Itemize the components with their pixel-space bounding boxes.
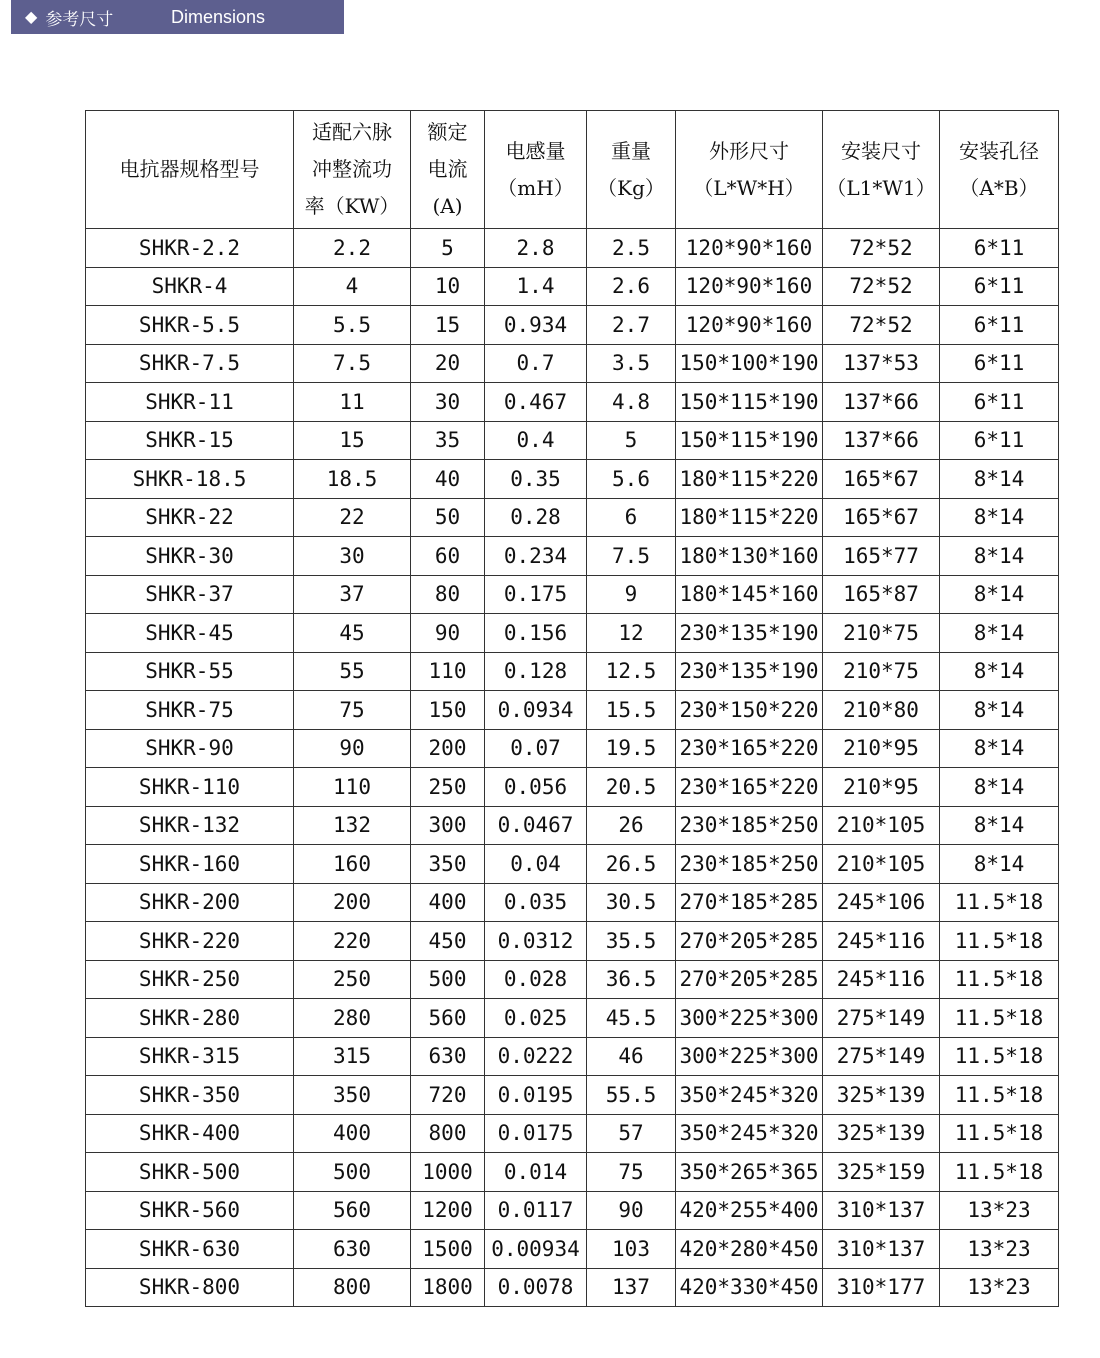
cell-outline-size: 180*115*220 (676, 498, 823, 537)
cell-mounting-size: 165*77 (823, 537, 940, 576)
cell-mounting-size: 210*80 (823, 691, 940, 730)
cell-inductance: 0.0175 (485, 1114, 587, 1153)
cell-inductance: 0.35 (485, 460, 587, 499)
cell-outline-size: 150*115*190 (676, 383, 823, 422)
cell-model: SHKR-15 (86, 421, 294, 460)
table-row (86, 1191, 1059, 1230)
cell-rated-current: 30 (411, 383, 485, 422)
cell-rectifier-power: 110 (294, 768, 411, 807)
cell-rated-current: 90 (411, 614, 485, 653)
cell-mounting-hole: 8*14 (940, 652, 1059, 691)
cell-rectifier-power: 5.5 (294, 306, 411, 345)
cell-outline-size: 420*330*450 (676, 1268, 823, 1307)
cell-rated-current: 400 (411, 883, 485, 922)
cell-rectifier-power: 90 (294, 729, 411, 768)
cell-rated-current: 250 (411, 768, 485, 807)
cell-outline-size: 120*90*160 (676, 306, 823, 345)
table-row (86, 229, 1059, 268)
cell-inductance: 0.056 (485, 768, 587, 807)
banner-title-en: Dimensions (171, 7, 266, 27)
cell-outline-size: 350*265*365 (676, 1153, 823, 1192)
cell-mounting-hole: 8*14 (940, 806, 1059, 845)
cell-weight: 57 (587, 1114, 676, 1153)
header-line: 电流 (427, 157, 468, 181)
cell-model: SHKR-11 (86, 383, 294, 422)
cell-mounting-size: 210*95 (823, 768, 940, 807)
cell-rectifier-power: 55 (294, 652, 411, 691)
cell-mounting-size: 245*116 (823, 922, 940, 961)
cell-weight: 45.5 (587, 999, 676, 1038)
table-row (86, 344, 1059, 383)
cell-rectifier-power: 630 (294, 1230, 411, 1269)
cell-outline-size: 230*165*220 (676, 729, 823, 768)
table-row (86, 421, 1059, 460)
cell-weight: 7.5 (587, 537, 676, 576)
cell-rated-current: 80 (411, 575, 485, 614)
cell-mounting-size: 72*52 (823, 306, 940, 345)
cell-rectifier-power: 18.5 (294, 460, 411, 499)
table-row (86, 729, 1059, 768)
table-row (86, 614, 1059, 653)
cell-mounting-size: 245*116 (823, 960, 940, 999)
cell-weight: 9 (587, 575, 676, 614)
cell-model: SHKR-90 (86, 729, 294, 768)
cell-rectifier-power: 220 (294, 922, 411, 961)
cell-rated-current: 5 (411, 229, 485, 268)
cell-model: SHKR-280 (86, 999, 294, 1038)
cell-rated-current: 110 (411, 652, 485, 691)
table-row (86, 883, 1059, 922)
cell-mounting-hole: 6*11 (940, 306, 1059, 345)
cell-inductance: 0.0078 (485, 1268, 587, 1307)
table-row (86, 845, 1059, 884)
cell-model: SHKR-37 (86, 575, 294, 614)
cell-rated-current: 20 (411, 344, 485, 383)
cell-model: SHKR-160 (86, 845, 294, 884)
cell-mounting-hole: 8*14 (940, 845, 1059, 884)
cell-inductance: 0.07 (485, 729, 587, 768)
cell-mounting-hole: 11.5*18 (940, 1076, 1059, 1115)
cell-outline-size: 230*185*250 (676, 845, 823, 884)
cell-inductance: 0.00934 (485, 1230, 587, 1269)
section-banner (11, 0, 344, 34)
cell-outline-size: 120*90*160 (676, 229, 823, 268)
header-mounting-size (823, 111, 940, 229)
cell-mounting-hole: 11.5*18 (940, 1114, 1059, 1153)
cell-inductance: 0.028 (485, 960, 587, 999)
cell-mounting-hole: 6*11 (940, 344, 1059, 383)
cell-mounting-hole: 8*14 (940, 575, 1059, 614)
cell-rectifier-power: 22 (294, 498, 411, 537)
cell-outline-size: 300*225*300 (676, 1037, 823, 1076)
table-row (86, 306, 1059, 345)
header-model (86, 111, 294, 229)
cell-mounting-hole: 8*14 (940, 537, 1059, 576)
cell-outline-size: 230*150*220 (676, 691, 823, 730)
cell-rated-current: 560 (411, 999, 485, 1038)
cell-model: SHKR-30 (86, 537, 294, 576)
cell-weight: 19.5 (587, 729, 676, 768)
cell-model: SHKR-18.5 (86, 460, 294, 499)
header-rectifier-power (294, 111, 411, 229)
cell-rated-current: 10 (411, 267, 485, 306)
header-line: 安装孔径 (959, 138, 1039, 163)
cell-rated-current: 15 (411, 306, 485, 345)
cell-inductance: 0.175 (485, 575, 587, 614)
cell-rated-current: 450 (411, 922, 485, 961)
cell-mounting-size: 310*137 (823, 1191, 940, 1230)
cell-outline-size: 180*115*220 (676, 460, 823, 499)
cell-outline-size: 180*130*160 (676, 537, 823, 576)
table-row (86, 806, 1059, 845)
cell-model: SHKR-250 (86, 960, 294, 999)
cell-weight: 15.5 (587, 691, 676, 730)
cell-weight: 26.5 (587, 845, 676, 884)
table-row (86, 691, 1059, 730)
header-line: （mH） (497, 175, 574, 200)
header-line: 率（KW） (304, 194, 400, 218)
cell-mounting-size: 310*177 (823, 1268, 940, 1307)
cell-weight: 6 (587, 498, 676, 537)
cell-inductance: 1.4 (485, 267, 587, 306)
cell-weight: 12 (587, 614, 676, 653)
cell-rated-current: 1200 (411, 1191, 485, 1230)
cell-rectifier-power: 4 (294, 267, 411, 306)
header-line: 冲整流功 (312, 157, 392, 181)
cell-rectifier-power: 30 (294, 537, 411, 576)
cell-rectifier-power: 200 (294, 883, 411, 922)
header-outline-size (676, 111, 823, 229)
cell-model: SHKR-800 (86, 1268, 294, 1307)
cell-rectifier-power: 560 (294, 1191, 411, 1230)
cell-model: SHKR-220 (86, 922, 294, 961)
cell-rectifier-power: 37 (294, 575, 411, 614)
cell-rated-current: 35 (411, 421, 485, 460)
cell-rectifier-power: 280 (294, 999, 411, 1038)
cell-outline-size: 230*135*190 (676, 652, 823, 691)
cell-rectifier-power: 350 (294, 1076, 411, 1115)
cell-weight: 20.5 (587, 768, 676, 807)
cell-rated-current: 1500 (411, 1230, 485, 1269)
cell-weight: 46 (587, 1037, 676, 1076)
cell-mounting-hole: 11.5*18 (940, 999, 1059, 1038)
cell-rated-current: 720 (411, 1076, 485, 1115)
cell-model: SHKR-75 (86, 691, 294, 730)
cell-model: SHKR-315 (86, 1037, 294, 1076)
cell-rectifier-power: 7.5 (294, 344, 411, 383)
cell-weight: 36.5 (587, 960, 676, 999)
table-row (86, 575, 1059, 614)
cell-outline-size: 300*225*300 (676, 999, 823, 1038)
cell-mounting-size: 325*139 (823, 1114, 940, 1153)
cell-mounting-size: 137*66 (823, 383, 940, 422)
cell-inductance: 0.7 (485, 344, 587, 383)
cell-weight: 35.5 (587, 922, 676, 961)
cell-mounting-size: 72*52 (823, 229, 940, 268)
cell-rated-current: 60 (411, 537, 485, 576)
cell-outline-size: 230*165*220 (676, 768, 823, 807)
cell-mounting-size: 210*95 (823, 729, 940, 768)
header-line: (A) (432, 194, 463, 218)
cell-inductance: 0.014 (485, 1153, 587, 1192)
cell-mounting-size: 275*149 (823, 999, 940, 1038)
table-row (86, 999, 1059, 1038)
cell-outline-size: 230*185*250 (676, 806, 823, 845)
cell-rated-current: 50 (411, 498, 485, 537)
cell-mounting-hole: 6*11 (940, 383, 1059, 422)
cell-model: SHKR-45 (86, 614, 294, 653)
table-row (86, 768, 1059, 807)
cell-rectifier-power: 315 (294, 1037, 411, 1076)
cell-model: SHKR-55 (86, 652, 294, 691)
cell-model: SHKR-110 (86, 768, 294, 807)
banner-title-cn: 参考尺寸 (45, 9, 114, 30)
table-row (86, 537, 1059, 576)
cell-rated-current: 1800 (411, 1268, 485, 1307)
table-row (86, 383, 1059, 422)
cell-outline-size: 150*115*190 (676, 421, 823, 460)
cell-outline-size: 420*255*400 (676, 1191, 823, 1230)
cell-inductance: 0.0117 (485, 1191, 587, 1230)
cell-model: SHKR-350 (86, 1076, 294, 1115)
cell-outline-size: 230*135*190 (676, 614, 823, 653)
cell-mounting-hole: 11.5*18 (940, 1037, 1059, 1076)
header-line: 安装尺寸 (841, 138, 921, 163)
cell-model: SHKR-630 (86, 1230, 294, 1269)
cell-inductance: 0.156 (485, 614, 587, 653)
cell-mounting-size: 325*159 (823, 1153, 940, 1192)
cell-mounting-hole: 8*14 (940, 498, 1059, 537)
header-line: （A*B） (959, 175, 1039, 200)
header-weight (587, 111, 676, 229)
cell-model: SHKR-2.2 (86, 229, 294, 268)
cell-rectifier-power: 75 (294, 691, 411, 730)
cell-inductance: 0.04 (485, 845, 587, 884)
header-line: 额定 (427, 120, 468, 144)
cell-model: SHKR-500 (86, 1153, 294, 1192)
cell-model: SHKR-560 (86, 1191, 294, 1230)
cell-weight: 2.5 (587, 229, 676, 268)
cell-rated-current: 350 (411, 845, 485, 884)
header-line: （L*W*H） (693, 175, 805, 200)
cell-weight: 26 (587, 806, 676, 845)
table-row (86, 652, 1059, 691)
cell-mounting-size: 72*52 (823, 267, 940, 306)
cell-weight: 103 (587, 1230, 676, 1269)
cell-model: SHKR-400 (86, 1114, 294, 1153)
cell-rated-current: 500 (411, 960, 485, 999)
header-line: 外形尺寸 (709, 138, 789, 163)
cell-outline-size: 180*145*160 (676, 575, 823, 614)
cell-weight: 5 (587, 421, 676, 460)
cell-mounting-hole: 11.5*18 (940, 883, 1059, 922)
cell-mounting-size: 210*105 (823, 845, 940, 884)
cell-inductance: 2.8 (485, 229, 587, 268)
cell-mounting-size: 165*67 (823, 498, 940, 537)
cell-rectifier-power: 11 (294, 383, 411, 422)
cell-inductance: 0.234 (485, 537, 587, 576)
header-line: 电抗器规格型号 (119, 157, 260, 181)
cell-mounting-hole: 13*23 (940, 1268, 1059, 1307)
cell-rated-current: 150 (411, 691, 485, 730)
cell-mounting-hole: 8*14 (940, 729, 1059, 768)
cell-rectifier-power: 15 (294, 421, 411, 460)
cell-mounting-hole: 8*14 (940, 691, 1059, 730)
cell-weight: 4.8 (587, 383, 676, 422)
cell-inductance: 0.0222 (485, 1037, 587, 1076)
cell-model: SHKR-7.5 (86, 344, 294, 383)
cell-rated-current: 300 (411, 806, 485, 845)
cell-mounting-size: 137*53 (823, 344, 940, 383)
table-header-row (86, 111, 1059, 229)
table-row (86, 1153, 1059, 1192)
cell-model: SHKR-200 (86, 883, 294, 922)
cell-mounting-hole: 11.5*18 (940, 960, 1059, 999)
cell-outline-size: 270*205*285 (676, 960, 823, 999)
cell-mounting-size: 325*139 (823, 1076, 940, 1115)
cell-inductance: 0.0312 (485, 922, 587, 961)
cell-mounting-hole: 13*23 (940, 1230, 1059, 1269)
cell-outline-size: 270*185*285 (676, 883, 823, 922)
cell-weight: 90 (587, 1191, 676, 1230)
cell-rated-current: 40 (411, 460, 485, 499)
cell-mounting-size: 137*66 (823, 421, 940, 460)
cell-outline-size: 270*205*285 (676, 922, 823, 961)
cell-weight: 137 (587, 1268, 676, 1307)
header-line: （L1*W1） (826, 175, 936, 200)
cell-inductance: 0.025 (485, 999, 587, 1038)
table-row (86, 1114, 1059, 1153)
header-mounting-hole (940, 111, 1059, 229)
cell-mounting-hole: 6*11 (940, 229, 1059, 268)
cell-inductance: 0.467 (485, 383, 587, 422)
cell-rectifier-power: 2.2 (294, 229, 411, 268)
cell-inductance: 0.128 (485, 652, 587, 691)
cell-rectifier-power: 250 (294, 960, 411, 999)
cell-inductance: 0.0467 (485, 806, 587, 845)
cell-weight: 3.5 (587, 344, 676, 383)
cell-rectifier-power: 400 (294, 1114, 411, 1153)
cell-weight: 55.5 (587, 1076, 676, 1115)
table-row (86, 1268, 1059, 1307)
cell-mounting-size: 210*75 (823, 652, 940, 691)
table-row (86, 460, 1059, 499)
cell-mounting-hole: 6*11 (940, 267, 1059, 306)
cell-mounting-size: 210*105 (823, 806, 940, 845)
cell-rectifier-power: 500 (294, 1153, 411, 1192)
cell-outline-size: 120*90*160 (676, 267, 823, 306)
cell-inductance: 0.0934 (485, 691, 587, 730)
cell-rectifier-power: 800 (294, 1268, 411, 1307)
cell-outline-size: 350*245*320 (676, 1076, 823, 1115)
cell-mounting-size: 165*87 (823, 575, 940, 614)
cell-mounting-hole: 13*23 (940, 1191, 1059, 1230)
header-inductance (485, 111, 587, 229)
table-row (86, 1230, 1059, 1269)
cell-mounting-size: 165*67 (823, 460, 940, 499)
cell-mounting-size: 245*106 (823, 883, 940, 922)
cell-model: SHKR-4 (86, 267, 294, 306)
cell-inductance: 0.0195 (485, 1076, 587, 1115)
table-row (86, 267, 1059, 306)
cell-weight: 30.5 (587, 883, 676, 922)
cell-rated-current: 1000 (411, 1153, 485, 1192)
cell-outline-size: 420*280*450 (676, 1230, 823, 1269)
cell-rectifier-power: 160 (294, 845, 411, 884)
table-row (86, 1076, 1059, 1115)
cell-mounting-hole: 11.5*18 (940, 922, 1059, 961)
cell-inductance: 0.934 (485, 306, 587, 345)
cell-inductance: 0.4 (485, 421, 587, 460)
cell-outline-size: 150*100*190 (676, 344, 823, 383)
cell-weight: 5.6 (587, 460, 676, 499)
cell-weight: 75 (587, 1153, 676, 1192)
cell-mounting-hole: 8*14 (940, 460, 1059, 499)
cell-weight: 12.5 (587, 652, 676, 691)
cell-inductance: 0.28 (485, 498, 587, 537)
cell-outline-size: 350*245*320 (676, 1114, 823, 1153)
table-body (86, 229, 1059, 1307)
table-row (86, 498, 1059, 537)
header-line: 适配六脉 (312, 120, 392, 144)
cell-rated-current: 630 (411, 1037, 485, 1076)
cell-model: SHKR-5.5 (86, 306, 294, 345)
cell-mounting-hole: 6*11 (940, 421, 1059, 460)
cell-model: SHKR-132 (86, 806, 294, 845)
cell-model: SHKR-22 (86, 498, 294, 537)
header-line: （Kg） (597, 175, 665, 200)
header-line: 电感量 (505, 138, 566, 163)
cell-weight: 2.6 (587, 267, 676, 306)
cell-mounting-hole: 11.5*18 (940, 1153, 1059, 1192)
dimensions-table (85, 110, 1059, 1307)
diamond-icon: ◆ (25, 7, 38, 26)
cell-rectifier-power: 132 (294, 806, 411, 845)
cell-rated-current: 200 (411, 729, 485, 768)
cell-mounting-hole: 8*14 (940, 768, 1059, 807)
cell-mounting-hole: 8*14 (940, 614, 1059, 653)
header-line: 重量 (611, 138, 651, 163)
cell-mounting-size: 210*75 (823, 614, 940, 653)
table-row (86, 922, 1059, 961)
table-row (86, 960, 1059, 999)
table-row (86, 1037, 1059, 1076)
cell-inductance: 0.035 (485, 883, 587, 922)
cell-rectifier-power: 45 (294, 614, 411, 653)
cell-mounting-size: 275*149 (823, 1037, 940, 1076)
cell-rated-current: 800 (411, 1114, 485, 1153)
cell-mounting-size: 310*137 (823, 1230, 940, 1269)
cell-weight: 2.7 (587, 306, 676, 345)
header-rated-current (411, 111, 485, 229)
